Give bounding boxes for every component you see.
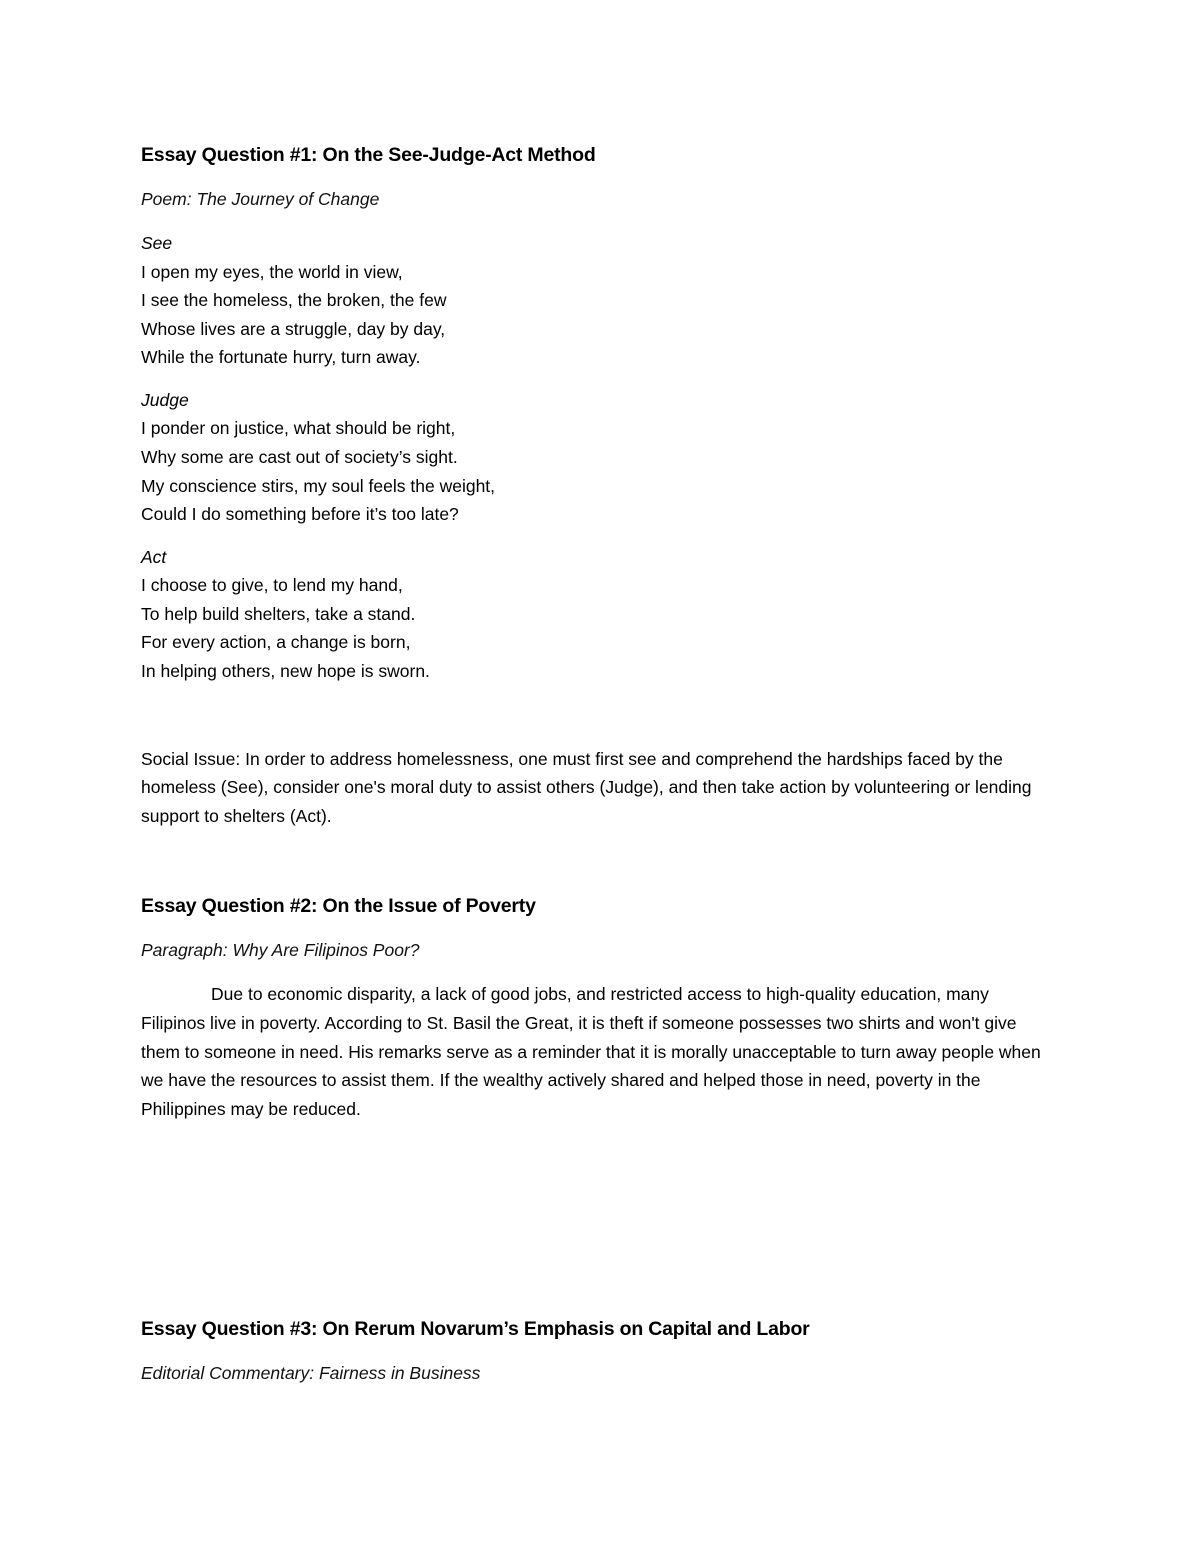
poem-line: To help build shelters, take a stand. (141, 603, 416, 624)
poem-line: For every action, a change is born, (141, 632, 411, 653)
q2-subtitle: Paragraph: Why Are Filipinos Poor? (141, 940, 420, 961)
q2-heading: Essay Question #2: On the Issue of Poverty (141, 895, 536, 918)
poem-stanza-act (141, 543, 1061, 686)
q3-subtitle: Editorial Commentary: Fairness in Business (141, 1363, 481, 1384)
poem-stanza-see (141, 229, 1061, 372)
stanza-label-act: Act (141, 546, 167, 567)
q3-heading: Essay Question #3: On Rerum Novarum’s Emphasis on Capital and Labor (141, 1318, 810, 1341)
stanza-label-judge: Judge (141, 389, 189, 410)
document-body (141, 140, 1061, 1387)
stanza-label-see: See (141, 233, 173, 253)
poem-line: In helping others, new hope is sworn. (141, 661, 430, 682)
poem-line: I ponder on justice, what should be right, (141, 418, 456, 439)
poem-line: Whose lives are a struggle, day by day, (141, 318, 446, 339)
poem-stanza-judge (141, 386, 1061, 529)
q2-paragraph: Due to economic disparity, a lack of good jobs, and restricted access to high-quality education, many Filipinos live in poverty. According to St. Basil the Great, it is theft if someone possesses two shirts and won't give them to someone in need. His remarks serve as a reminder that it is morally unacceptable to turn away people when we have the resources to assist them. If the wealthy actively shared and helped those in need, poverty in the Philippines may be reduced. (141, 984, 1041, 1119)
poem-line: Could I do something before it’s too late? (141, 504, 459, 525)
poem-line: I open my eyes, the world in view, (141, 261, 403, 282)
poem-line: Why some are cast out of society’s sight. (141, 446, 458, 467)
q1-social-issue: Social Issue: In order to address homelessness, one must first see and comprehend the hardships faced by the homeless (See), consider one's moral duty to assist others (Judge), and then take action by volunteering or lending support to shelters (Act). (141, 748, 1032, 826)
poem-line: While the fortunate hurry, turn away. (141, 347, 421, 368)
poem-line: My conscience stirs, my soul feels the weight, (141, 475, 496, 496)
poem-line: I see the homeless, the broken, the few (141, 290, 447, 311)
q1-heading: Essay Question #1: On the See-Judge-Act Method (141, 144, 596, 166)
q1-subtitle: Poem: The Journey of Change (141, 189, 380, 209)
poem-line: I choose to give, to lend my hand, (141, 575, 403, 596)
